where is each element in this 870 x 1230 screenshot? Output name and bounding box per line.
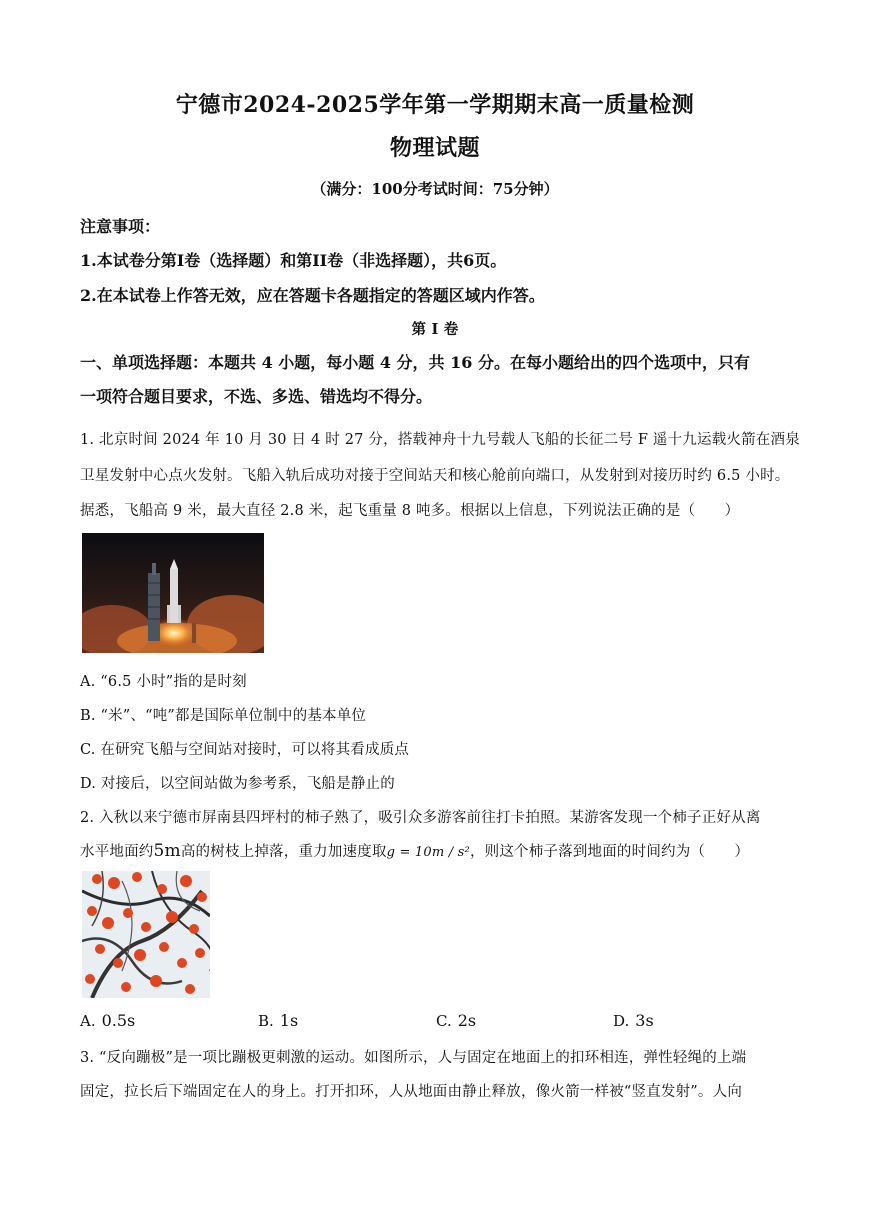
q1-text-line-1: 1. 北京时间 2024 年 10 月 30 日 4 时 27 分，搭载神舟十九号载人飞船的长征二号 F 遥十九运载火箭在酒泉 — [80, 432, 800, 448]
q2-height-value: 5m — [153, 841, 181, 861]
q2-text-line-2 — [80, 840, 800, 861]
q2-gravity-formula: g = 10m / s² — [386, 845, 470, 860]
notice-item-2: 2.在本试卷上作答无效，应在答题卡各题指定的答题区域内作答。 — [80, 286, 545, 305]
q2-option-a-value: 0.5s — [101, 1011, 136, 1030]
q2-option-a-letter: A. — [80, 1012, 96, 1030]
q1-option-d: D. 对接后，以空间站做为参考系，飞船是静止的 — [80, 776, 395, 792]
q2-option-d-value: 3s — [635, 1011, 654, 1030]
q1-text-line-3: 据悉，飞船高 9 米，最大直径 2.8 米，起飞重量 8 吨多。根据以上信息，下列说法正确的是（ ） — [80, 503, 740, 519]
section-instructions-line-2: 一项符合题目要求，不选、多选、错选均不得分。 — [80, 387, 433, 406]
q2-option-b-value: 1s — [279, 1011, 299, 1030]
q2-option-d-letter: D. — [613, 1012, 630, 1030]
q2-text-part-b: 高的树枝上掉落，重力加速度取 — [180, 844, 387, 860]
q2-option-c-letter: C. — [436, 1012, 452, 1030]
exam-subject: 物理试题 — [389, 135, 480, 161]
q2-option-c — [436, 1011, 476, 1030]
q2-text-part-c: ，则这个柿子落到地面的时间约为（ ） — [469, 844, 750, 860]
persimmon-tree-photo — [82, 871, 210, 998]
rocket-launch-photo — [82, 533, 264, 653]
exam-title: 宁德市2024-2025学年第一学期期末高一质量检测 — [175, 92, 695, 118]
q3-text-line-2: 固定，拉长后下端固定在人的身上。打开扣环，人从地面由静止释放，像火箭一样被“竖直发射”。人向 — [80, 1084, 743, 1100]
section-instructions-line-1: 一、单项选择题：本题共 4 小题，每小题 4 分，共 16 分。在每小题给出的四个选项中，只有 — [80, 353, 750, 372]
q2-option-b — [258, 1011, 298, 1030]
q2-text-part-a: 水平地面约 — [80, 844, 154, 860]
q2-text-line-1: 2. 入秋以来宁德市屏南县四坪村的柿子熟了，吸引众多游客前往打卡拍照。某游客发现一个柿子正好从离 — [80, 810, 761, 826]
q1-option-a: A. “6.5 小时”指的是时刻 — [80, 674, 247, 690]
volume-heading: 第 I 卷 — [411, 321, 459, 338]
q2-option-c-value: 2s — [457, 1011, 477, 1030]
q3-text-line-1: 3. “反向蹦极”是一项比蹦极更刺激的运动。如图所示，人与固定在地面上的扣环相连，弹性轻绳的上端 — [80, 1050, 747, 1066]
q2-option-a — [80, 1011, 135, 1030]
q1-option-b: B. “米”、“吨”都是国际单位制中的基本单位 — [80, 708, 367, 724]
exam-meta: （满分：100分考试时间：75分钟） — [311, 180, 559, 198]
notice-heading: 注意事项： — [80, 217, 161, 236]
q1-option-c: C. 在研究飞船与空间站对接时，可以将其看成质点 — [80, 742, 410, 758]
q2-option-b-letter: B. — [258, 1012, 274, 1030]
q2-option-d — [613, 1011, 654, 1030]
notice-item-1: 1.本试卷分第I卷（选择题）和第II卷（非选择题），共6页。 — [80, 251, 507, 270]
q1-text-line-2: 卫星发射中心点火发射。飞船入轨后成功对接于空间站天和核心舱前向端口，从发射到对接历时约 6.5 小时。 — [80, 468, 790, 484]
